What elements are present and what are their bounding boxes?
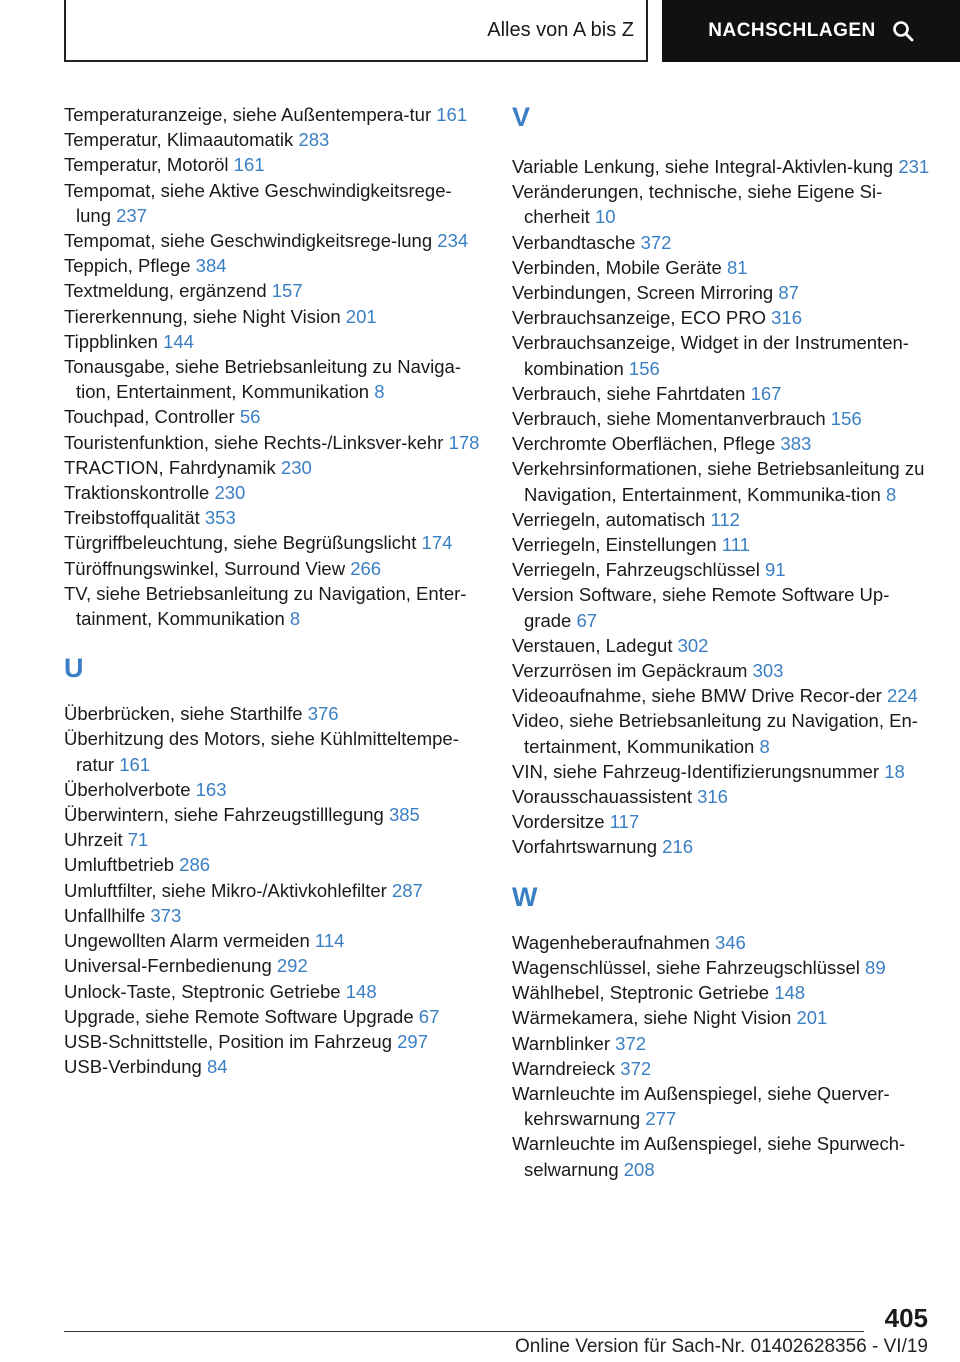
index-entry-text: Warnleuchte im Außenspiegel, siehe Spurwech‐selwarnung xyxy=(512,1133,906,1180)
footer-divider xyxy=(64,1331,864,1332)
index-entry-text: Tippblinken xyxy=(64,330,164,352)
index-entry-text: Verriegeln, Fahrzeugschlüssel xyxy=(512,559,765,581)
page-reference-link[interactable]: 114 xyxy=(314,930,345,952)
page-reference-link[interactable]: 373 xyxy=(150,904,182,926)
page-reference-link[interactable]: 383 xyxy=(780,433,812,455)
index-entry xyxy=(512,683,932,708)
letter-heading-v: V xyxy=(512,102,531,132)
index-entry xyxy=(64,903,484,928)
index-entry xyxy=(512,154,932,179)
index-entry-text: Wagenschlüssel, siehe Fahrzeugschlüssel xyxy=(512,956,866,978)
index-entry xyxy=(512,759,932,784)
index-entry xyxy=(512,305,932,330)
index-entry-text: Warndreieck xyxy=(512,1057,621,1079)
index-entry-text: Verriegeln, Einstellungen xyxy=(512,534,722,556)
index-entry xyxy=(64,878,484,903)
index-entry-text: Videoaufnahme, siehe BMW Drive Recor‐der xyxy=(512,685,887,707)
page-reference-link[interactable]: 174 xyxy=(421,532,453,554)
index-entry-text: Türöffnungswinkel, Surround View xyxy=(64,557,351,579)
index-entry xyxy=(512,431,932,456)
page-reference-link[interactable]: 8 xyxy=(885,483,897,505)
index-entry xyxy=(64,253,484,278)
index-entry-text: Touristenfunktion, siehe Rechts-/Linksver‐kehr xyxy=(64,431,449,453)
index-entry xyxy=(64,127,484,152)
page-reference-link[interactable]: 67 xyxy=(576,609,598,631)
index-entry-text: Verbandtasche xyxy=(512,231,641,253)
page-reference-link[interactable]: 266 xyxy=(350,557,382,579)
index-entry-text: Wärmekamera, siehe Night Vision xyxy=(512,1007,797,1029)
index-entry xyxy=(64,777,484,802)
index-entry-text: Teppich, Pflege xyxy=(64,255,196,277)
index-entry-text: Treibstoffqualität xyxy=(64,507,205,529)
page-reference-link[interactable]: 8 xyxy=(759,735,770,757)
index-entry xyxy=(64,304,484,329)
index-entry-text: Universal-Fernbedienung xyxy=(64,955,277,977)
index-entry-text: Traktionskontrolle xyxy=(64,482,215,504)
index-entry xyxy=(64,581,484,631)
index-entry-text: Touchpad, Controller xyxy=(64,406,240,428)
index-entry xyxy=(512,633,932,658)
index-entry xyxy=(64,152,484,177)
index-entry xyxy=(512,406,932,431)
page-reference-link[interactable]: 303 xyxy=(752,660,784,682)
page-reference-link[interactable]: 372 xyxy=(620,1057,652,1079)
index-entry-text: Tonausgabe, siehe Betriebsanleitung zu Naviga‐tion, Entertainment, Kommunikation xyxy=(64,356,461,403)
index-entry-text: Vordersitze xyxy=(512,811,610,833)
nachschlagen-tab[interactable] xyxy=(662,0,960,62)
index-group-w xyxy=(512,930,932,1182)
page-reference-link[interactable]: 148 xyxy=(345,980,377,1002)
page-reference-link[interactable]: 208 xyxy=(623,1158,655,1180)
index-entry-text: Temperatur, Klimaautomatik xyxy=(64,129,299,151)
page-reference-link[interactable]: 163 xyxy=(195,778,227,800)
index-entry xyxy=(512,784,932,809)
search-icon[interactable] xyxy=(892,20,914,42)
page-reference-link[interactable]: 376 xyxy=(307,703,339,725)
page-reference-link[interactable]: 84 xyxy=(206,1056,228,1078)
letter-heading-w: W xyxy=(512,881,538,912)
index-entry xyxy=(64,928,484,953)
page-reference-link[interactable]: 10 xyxy=(594,206,616,228)
page-reference-link[interactable]: 167 xyxy=(750,382,782,404)
page-reference-link[interactable]: 384 xyxy=(195,255,227,277)
index-entry-text: TRACTION, Fahrdynamik xyxy=(64,456,281,478)
index-entry xyxy=(64,726,484,776)
section-tab xyxy=(64,0,648,62)
page-reference-link[interactable]: 372 xyxy=(640,231,672,253)
page-reference-link[interactable]: 178 xyxy=(448,431,480,453)
index-entry xyxy=(64,1004,484,1029)
index-entry-text: Verstauen, Ladegut xyxy=(512,634,678,656)
page-reference-link[interactable]: 234 xyxy=(437,230,469,252)
index-entry xyxy=(512,532,932,557)
index-entry xyxy=(512,1056,932,1081)
index-entry xyxy=(512,381,932,406)
index-entry xyxy=(512,955,932,980)
index-entry-text: Textmeldung, ergänzend xyxy=(64,280,272,302)
index-entry xyxy=(512,1005,932,1030)
section-label: Alles von A bis Z xyxy=(487,18,634,41)
online-version-note: Online Version für Sach-Nr. 01402628356 - VI/19 xyxy=(515,1336,928,1357)
index-entry-text: Wagenheberaufnahmen xyxy=(512,931,715,953)
index-entry-text: Warnleuchte im Außenspiegel, siehe Querver‐kehrswarnung xyxy=(512,1082,890,1130)
index-entry-text: Unfallhilfe xyxy=(64,904,151,926)
page-reference-link[interactable]: 56 xyxy=(239,406,261,428)
index-entry xyxy=(512,255,932,280)
page-reference-link[interactable]: 230 xyxy=(214,482,246,504)
index-entry-text: Verbindungen, Screen Mirroring xyxy=(512,282,779,304)
page-reference-link[interactable]: 346 xyxy=(714,931,746,953)
index-entry xyxy=(64,1054,484,1079)
index-entry-text: Temperatur, Motoröl xyxy=(64,154,234,176)
index-entry-text: Überhitzung des Motors, siehe Kühlmitteltempe‐ratur xyxy=(64,728,459,775)
index-entry-text: Überbrücken, siehe Starthilfe xyxy=(64,703,308,725)
index-entry-text: Upgrade, siehe Remote Software Upgrade xyxy=(64,1005,419,1027)
index-entry-text: Tempomat, siehe Geschwindigkeitsrege‐lung xyxy=(64,230,438,252)
index-entry xyxy=(512,708,932,758)
index-entry xyxy=(64,802,484,827)
index-entry xyxy=(64,1029,484,1054)
index-group-u xyxy=(64,701,484,1079)
index-entry-text: Verriegeln, automatisch xyxy=(512,508,711,530)
index-entry xyxy=(512,834,932,859)
page-reference-link[interactable]: 156 xyxy=(628,357,660,379)
index-entry xyxy=(512,280,932,305)
index-entry xyxy=(64,102,484,127)
index-entry-text: Türgriffbeleuchtung, siehe Begrüßungslicht xyxy=(64,532,422,554)
index-entry xyxy=(512,930,932,955)
page-reference-link[interactable]: 287 xyxy=(391,879,423,901)
page-reference-link[interactable]: 161 xyxy=(119,753,151,775)
index-entry xyxy=(512,557,932,582)
index-entry-text: USB-Schnittstelle, Position im Fahrzeug xyxy=(64,1030,398,1052)
page-reference-link[interactable]: 316 xyxy=(697,786,728,808)
index-entry-text: Verbrauchsanzeige, Widget in der Instrumenten‐kombination xyxy=(512,332,909,379)
index-column-right xyxy=(512,102,932,1182)
index-entry xyxy=(512,1031,932,1056)
index-entry xyxy=(64,178,484,228)
page-reference-link[interactable]: 277 xyxy=(645,1108,677,1130)
page-reference-link[interactable]: 283 xyxy=(298,129,330,151)
index-entry-text: Unlock-Taste, Steptronic Getriebe xyxy=(64,980,346,1002)
index-group-v xyxy=(512,154,932,860)
page-reference-link[interactable]: 316 xyxy=(771,307,803,329)
index-entry xyxy=(64,827,484,852)
page-reference-link[interactable]: 237 xyxy=(116,204,147,226)
page-reference-link[interactable]: 230 xyxy=(280,456,312,478)
page-number: 405 xyxy=(884,1303,928,1333)
index-entry-text: Umluftfilter, siehe Mikro-/Aktivkohlefilter xyxy=(64,879,392,901)
index-entry-text: Ungewollten Alarm vermeiden xyxy=(64,930,315,952)
index-entry xyxy=(64,530,484,555)
index-entry xyxy=(64,953,484,978)
index-column-left xyxy=(64,102,484,1079)
letter-heading-u: U xyxy=(64,653,84,684)
page-reference-link[interactable]: 231 xyxy=(898,156,930,177)
page-reference-link[interactable]: 112 xyxy=(710,508,740,530)
index-entry-text: Verchromte Oberflächen, Pflege xyxy=(512,433,781,455)
index-entry-text: Video, siehe Betriebsanleitung zu Navigation, En‐tertainment, Kommunikation xyxy=(512,710,918,757)
index-entry xyxy=(512,1131,932,1181)
index-entry xyxy=(512,1081,932,1131)
index-entry xyxy=(512,230,932,255)
page-reference-link[interactable]: 144 xyxy=(163,330,194,352)
index-entry-text: Vorausschauassistent xyxy=(512,786,698,808)
index-entry-text: Tempomat, siehe Aktive Geschwindigkeitsrege‐lung xyxy=(64,179,452,226)
index-entry-text: VIN, siehe Fahrzeug-Identifizierungsnummer xyxy=(512,760,885,782)
index-entry-text: Variable Lenkung, siehe Integral-Aktivlen‐kung xyxy=(512,156,899,177)
page-reference-link[interactable]: 224 xyxy=(886,685,918,707)
page-reference-link[interactable]: 148 xyxy=(774,982,806,1004)
index-entry xyxy=(64,278,484,303)
index-entry-text: TV, siehe Betriebsanleitung zu Navigation, Enter‐tainment, Kommunikation xyxy=(64,582,467,630)
page-reference-link[interactable]: 201 xyxy=(796,1007,828,1029)
page-reference-link[interactable]: 216 xyxy=(662,836,694,858)
page-reference-link[interactable]: 161 xyxy=(233,154,265,176)
index-entry xyxy=(512,980,932,1005)
index-entry xyxy=(64,404,484,429)
index-entry xyxy=(64,556,484,581)
index-entry xyxy=(64,852,484,877)
index-entry xyxy=(64,455,484,480)
page-reference-link[interactable]: 117 xyxy=(609,811,640,833)
index-entry xyxy=(64,354,484,404)
page-reference-link[interactable]: 67 xyxy=(418,1005,440,1027)
index-entry-text: Veränderungen, technische, siehe Eigene Si‐cherheit xyxy=(512,181,883,228)
index-entry xyxy=(64,505,484,530)
index-entry-text: Wählhebel, Steptronic Getriebe xyxy=(512,982,775,1004)
index-entry-text: Uhrzeit xyxy=(64,829,128,851)
index-entry xyxy=(512,456,932,506)
page-reference-link[interactable]: 372 xyxy=(615,1032,647,1054)
page-reference-link[interactable]: 161 xyxy=(436,104,468,125)
index-entry-text: Verkehrsinformationen, siehe Betriebsanleitung zu Navigation, Entertainment, Kommunika‐tion xyxy=(512,458,925,505)
page-reference-link[interactable]: 8 xyxy=(374,381,385,403)
index-entry xyxy=(512,330,932,380)
page-reference-link[interactable]: 8 xyxy=(289,608,301,630)
index-entry xyxy=(64,701,484,726)
index-entry xyxy=(64,979,484,1004)
page-reference-link[interactable]: 201 xyxy=(345,305,377,327)
index-entry-text: USB-Verbindung xyxy=(64,1056,207,1078)
index-group-t xyxy=(64,102,484,631)
page-reference-link[interactable]: 111 xyxy=(721,534,750,556)
page-reference-link[interactable]: 286 xyxy=(179,854,211,876)
page-reference-link[interactable]: 18 xyxy=(884,760,905,782)
index-entry-text: Warnblinker xyxy=(512,1032,616,1054)
index-entry-text: Vorfahrtswarnung xyxy=(512,836,663,858)
index-entry xyxy=(64,329,484,354)
index-entry-text: Tiererkennung, siehe Night Vision xyxy=(64,305,346,327)
page-reference-link[interactable]: 87 xyxy=(778,282,799,304)
index-entry xyxy=(64,228,484,253)
index-entry xyxy=(512,507,932,532)
index-entry-text: Version Software, siehe Remote Software Up‐grade xyxy=(512,584,890,631)
index-entry-text: Verbrauchsanzeige, ECO PRO xyxy=(512,307,772,329)
index-entry xyxy=(512,179,932,229)
index-entry xyxy=(64,430,484,455)
index-entry xyxy=(512,809,932,834)
nav-label: NACHSCHLAGEN xyxy=(708,20,876,41)
index-entry-text: Verbrauch, siehe Momentanverbrauch xyxy=(512,408,831,430)
index-entry-text: Verzurrösen im Gepäckraum xyxy=(512,660,753,682)
page-reference-link[interactable]: 81 xyxy=(726,256,748,278)
index-entry-text: Verbrauch, siehe Fahrtdaten xyxy=(512,382,751,404)
page-reference-link[interactable]: 157 xyxy=(271,280,303,302)
page-reference-link[interactable]: 71 xyxy=(127,829,149,851)
index-entry-text: Überwintern, siehe Fahrzeugstilllegung xyxy=(64,804,389,826)
page-reference-link[interactable]: 297 xyxy=(397,1030,429,1052)
index-entry-text: Umluftbetrieb xyxy=(64,854,180,876)
page-reference-link[interactable]: 385 xyxy=(388,804,420,826)
index-entry-text: Temperaturanzeige, siehe Außentempera‐tur xyxy=(64,104,437,125)
page-reference-link[interactable]: 89 xyxy=(865,956,886,978)
page-reference-link[interactable]: 302 xyxy=(677,634,709,656)
index-entry xyxy=(512,582,932,632)
index-entry xyxy=(64,480,484,505)
page-reference-link[interactable]: 292 xyxy=(276,955,308,977)
page-reference-link[interactable]: 156 xyxy=(830,408,862,430)
page-reference-link[interactable]: 353 xyxy=(204,507,236,529)
page-reference-link[interactable]: 91 xyxy=(764,559,786,581)
index-entry xyxy=(512,658,932,683)
index-entry-text: Überholverbote xyxy=(64,778,196,800)
index-entry-text: Verbinden, Mobile Geräte xyxy=(512,256,727,278)
